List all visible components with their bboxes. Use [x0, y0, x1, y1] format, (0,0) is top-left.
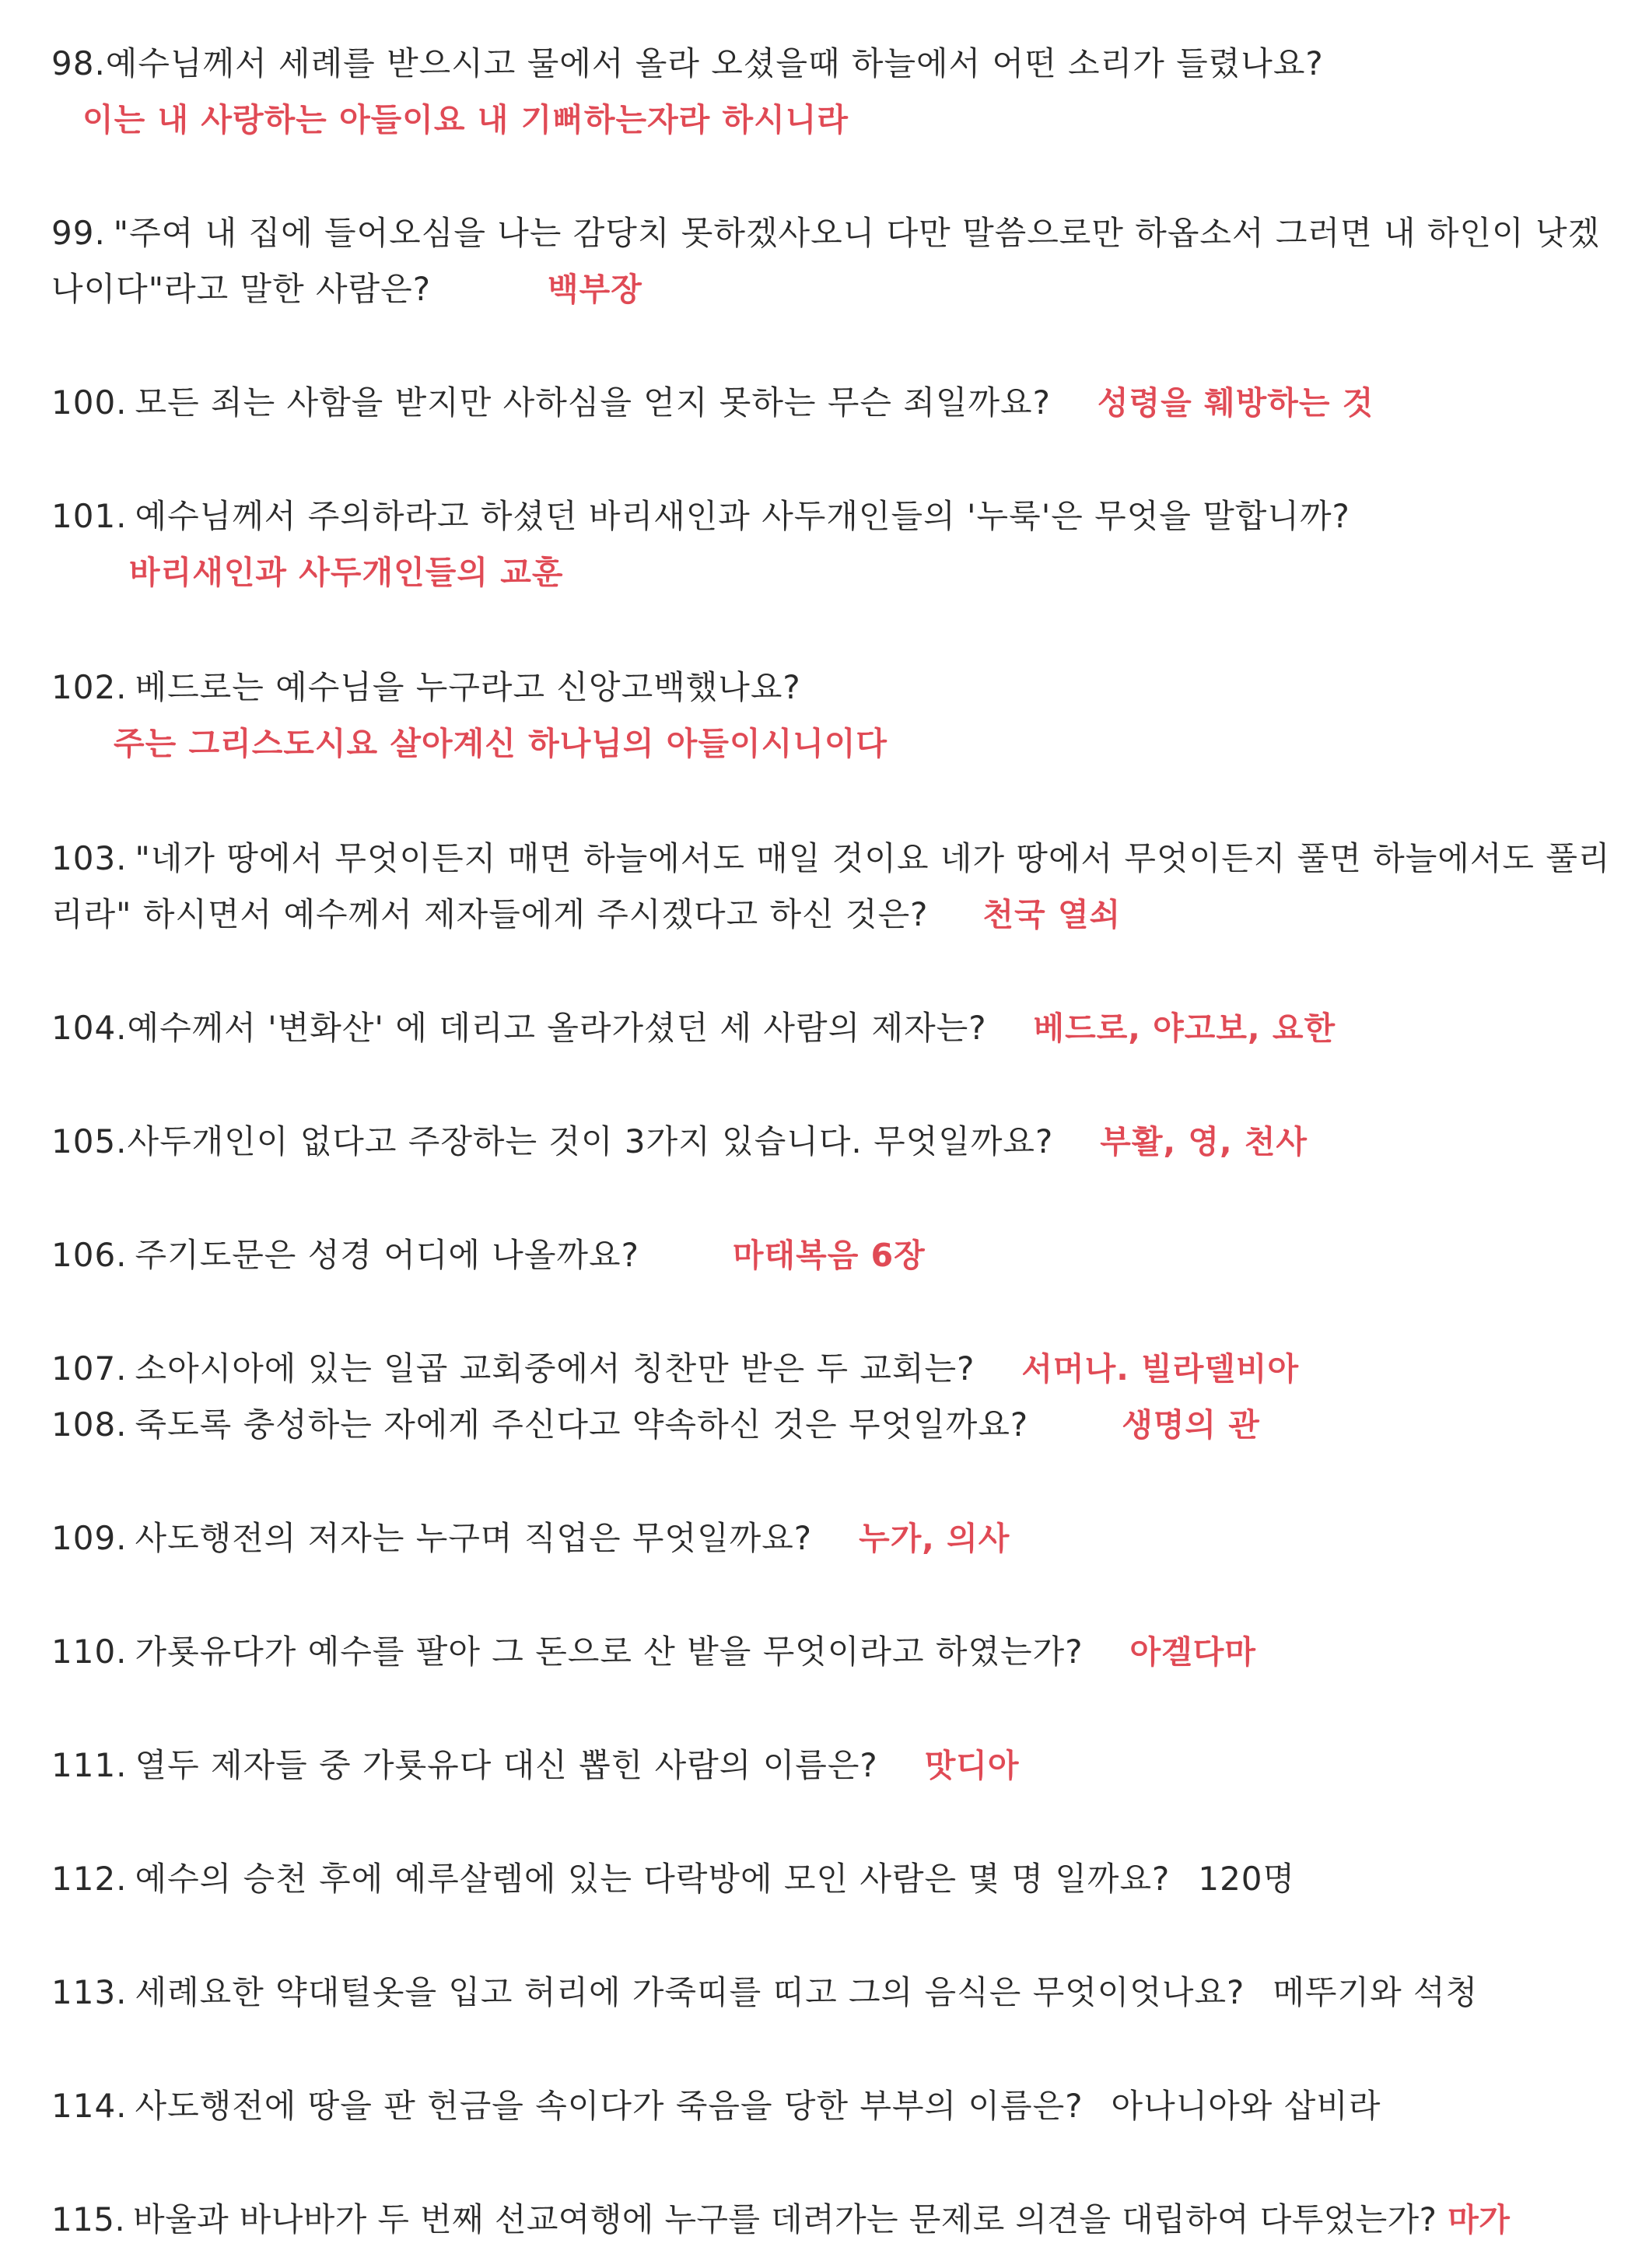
question-number: 111.	[51, 1746, 128, 1784]
question-99-cont	[51, 261, 1611, 317]
question-number: 109.	[51, 1519, 128, 1557]
answer-111: 맛디아	[924, 1747, 1020, 1784]
answer-101: 바리새인과 사두개인들의 교훈	[129, 554, 564, 591]
question-text: 바울과 바나바가 두 번째 선교여행에 누구를 데려가는 문제로 의견을 대립하여 다투었는가?	[133, 2200, 1437, 2238]
answer-98: 이는 내 사랑하는 아들이요 내 기뻐하는자라 하시니라	[82, 101, 849, 138]
question-106	[51, 1227, 1611, 1283]
question-number: 98.	[51, 44, 106, 82]
answer-99: 백부장	[548, 271, 642, 308]
question-number: 103.	[51, 839, 128, 877]
question-text: 예수께서 '변화산' 에 데리고 올라가셨던 세 사람의 제자는?	[127, 1009, 987, 1047]
question-text: 열두 제자들 중 가룟유다 대신 뽑힌 사람의 이름은?	[135, 1746, 878, 1784]
question-number: 115.	[51, 2200, 126, 2238]
question-111	[51, 1738, 1611, 1794]
question-110	[51, 1624, 1611, 1680]
question-text: "주여 내 집에 들어오심을 나는 감당치 못하겠사오니 다만 말씀으로만 하옵소서 그러면 내 하인이 낫겠	[113, 214, 1601, 252]
question-text: 가룟유다가 예수를 팔아 그 돈으로 산 밭을 무엇이라고 하였는가?	[135, 1633, 1084, 1671]
question-text: 베드로는 예수님을 누구라고 신앙고백했나요?	[135, 668, 801, 706]
question-number: 108.	[51, 1405, 128, 1444]
answer-110: 아겔다마	[1129, 1633, 1256, 1671]
answer-112: 120명	[1198, 1860, 1296, 1898]
question-text: 사도행전의 저자는 누구며 직업은 무엇일까요?	[135, 1519, 813, 1557]
question-100	[51, 375, 1611, 431]
question-number: 113.	[51, 1973, 128, 2011]
question-number: 101.	[51, 497, 128, 535]
question-99	[51, 205, 1611, 261]
question-number: 99.	[51, 214, 106, 252]
answer-106: 마태복음 6장	[732, 1237, 926, 1274]
question-number: 112.	[51, 1860, 128, 1898]
question-105	[51, 1114, 1611, 1170]
question-text: 사두개인이 없다고 주장하는 것이 3가지 있습니다. 무엇일까요?	[127, 1122, 1054, 1160]
question-number: 100.	[51, 383, 128, 422]
answer-102: 주는 그리스도시요 살아계신 하나님의 아들이시니이다	[114, 725, 888, 762]
question-98	[51, 36, 1611, 92]
question-text: 예수님께서 세례를 받으시고 물에서 올라 오셨을때 하늘에서 어떤 소리가 들렸나요?	[105, 44, 1324, 82]
answer-103: 천국 열쇠	[982, 896, 1122, 933]
question-number: 114.	[51, 2087, 128, 2125]
question-109	[51, 1510, 1611, 1566]
question-text: "네가 땅에서 무엇이든지 매면 하늘에서도 매일 것이요 네가 땅에서 무엇이든지 풀면 하늘에서도 풀리	[135, 839, 1611, 877]
question-text: 리라" 하시면서 예수께서 제자들에게 주시겠다고 하신 것은?	[51, 895, 929, 933]
question-112	[51, 1851, 1611, 1907]
question-103-cont	[51, 887, 1611, 943]
question-108	[51, 1397, 1611, 1453]
question-number: 105.	[51, 1122, 128, 1160]
question-107	[51, 1341, 1611, 1397]
question-text: 예수의 승천 후에 예루살렘에 있는 다락방에 모인 사람은 몇 명 일까요?	[135, 1860, 1171, 1898]
answer-105: 부활, 영, 천사	[1100, 1123, 1308, 1160]
question-number: 102.	[51, 668, 128, 706]
question-text: 나이다"라고 말한 사람은?	[51, 270, 432, 308]
answer-114: 아나니아와 삽비라	[1111, 2087, 1381, 2125]
question-115	[51, 2192, 1611, 2248]
answer-109: 누가, 의사	[859, 1520, 1010, 1557]
question-101	[51, 488, 1611, 544]
question-102	[51, 660, 1611, 716]
answer-115: 마가	[1448, 2201, 1511, 2238]
question-number: 110.	[51, 1633, 128, 1671]
question-104	[51, 1000, 1611, 1056]
answer-104: 베드로, 야고보, 요한	[1033, 1010, 1336, 1047]
answer-100: 성령을 훼방하는 것	[1097, 384, 1374, 422]
question-text: 사도행전에 땅을 판 헌금을 속이다가 죽음을 당한 부부의 이름은?	[135, 2087, 1084, 2125]
question-text: 주기도문은 성경 어디에 나올까요?	[135, 1236, 639, 1274]
question-103	[51, 831, 1611, 887]
question-text: 소아시아에 있는 일곱 교회중에서 칭찬만 받은 두 교회는?	[135, 1349, 975, 1388]
question-text: 죽도록 충성하는 자에게 주신다고 약속하신 것은 무엇일까요?	[135, 1405, 1029, 1444]
question-number: 107.	[51, 1349, 128, 1388]
answer-113: 메뚜기와 석청	[1273, 1973, 1479, 2011]
question-number: 104.	[51, 1009, 128, 1047]
answer-107: 서머나. 빌라델비아	[1021, 1350, 1300, 1388]
question-text: 세례요한 약대털옷을 입고 허리에 가죽띠를 띠고 그의 음식은 무엇이엇나요?	[135, 1973, 1245, 2011]
question-text: 예수님께서 주의하라고 하셨던 바리새인과 사두개인들의 '누룩'은 무엇을 말합니까?	[135, 497, 1350, 535]
question-number: 106.	[51, 1236, 128, 1274]
question-114	[51, 2078, 1611, 2134]
question-text: 모든 죄는 사함을 받지만 사하심을 얻지 못하는 무슨 죄일까요?	[135, 383, 1051, 422]
answer-108: 생명의 관	[1122, 1406, 1260, 1444]
question-113	[51, 1965, 1611, 2021]
